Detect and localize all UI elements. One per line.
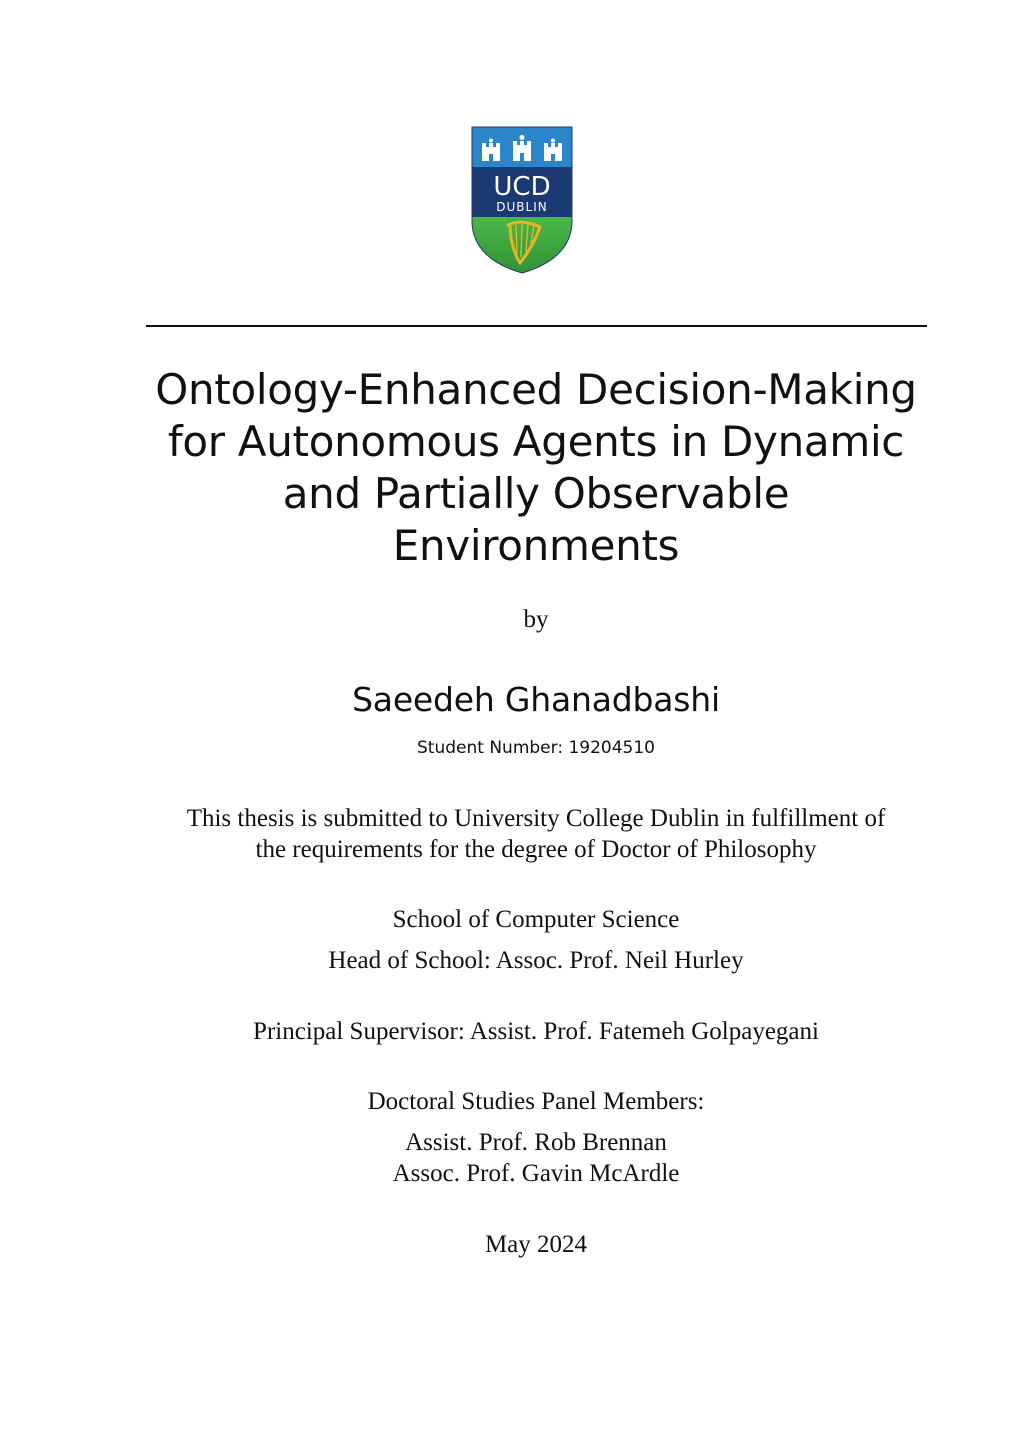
panel-heading: Doctoral Studies Panel Members:	[367, 1088, 705, 1115]
logo-dublin-text: DUBLIN	[496, 200, 548, 214]
submission-statement	[0, 803, 1024, 865]
ucd-dublin-crest-logo	[470, 125, 574, 275]
head-of-school: Head of School: Assoc. Prof. Neil Hurley	[328, 947, 744, 974]
statement-line: the requirements for the degree of Doctor of Philosophy	[255, 836, 817, 863]
panel-members	[0, 1127, 1024, 1189]
principal-supervisor: Principal Supervisor: Assist. Prof. Fatemeh Golpayegani	[253, 1018, 819, 1045]
submission-date: May 2024	[484, 1231, 588, 1258]
title-line: for Autonomous Agents in Dynamic	[167, 417, 905, 466]
panel-member: Assist. Prof. Rob Brennan	[405, 1129, 667, 1156]
logo-ucd-text: UCD	[493, 172, 551, 202]
title-line: and Partially Observable	[282, 469, 790, 518]
school-name: School of Computer Science	[392, 906, 680, 933]
author-name: Saeedeh Ghanadbashi	[352, 680, 720, 719]
title-line: Ontology-Enhanced Decision-Making	[155, 365, 917, 414]
statement-line: This thesis is submitted to University College Dublin in fulfillment of	[186, 805, 886, 832]
student-number: Student Number: 19204510	[417, 738, 655, 758]
thesis-title	[100, 364, 972, 572]
by-label: by	[523, 606, 549, 633]
horizontal-rule	[146, 325, 927, 327]
panel-member: Assoc. Prof. Gavin McArdle	[392, 1160, 680, 1187]
title-line: Environments	[392, 521, 680, 570]
